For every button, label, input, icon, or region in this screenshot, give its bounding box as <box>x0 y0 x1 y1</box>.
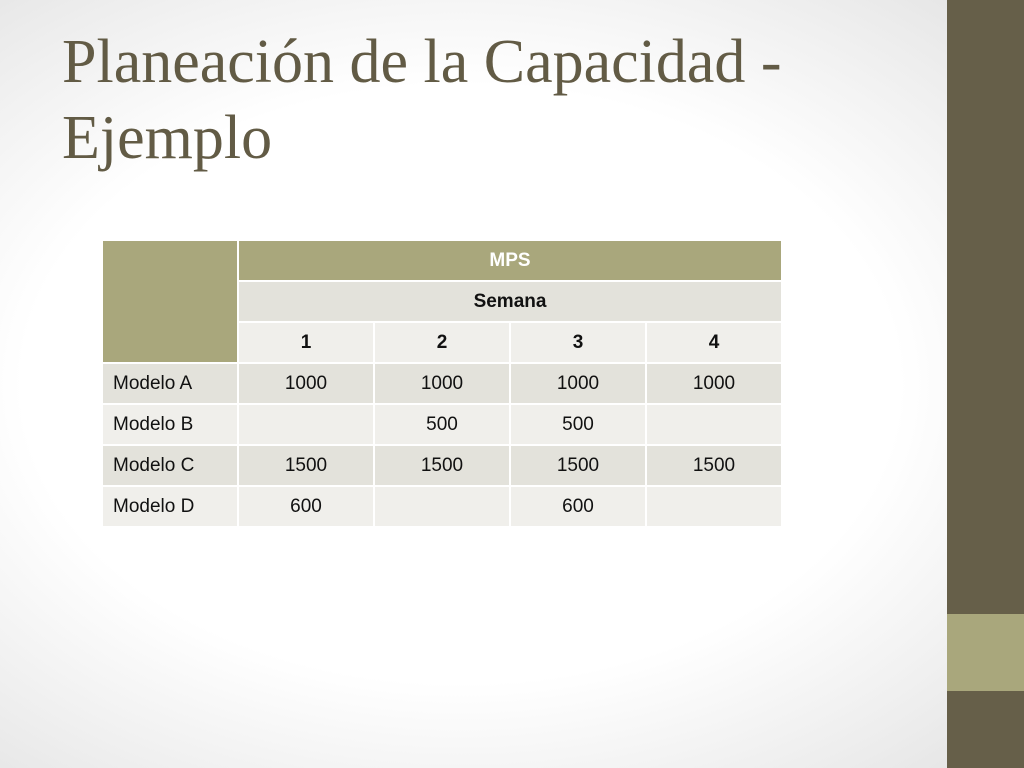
row-label: Modelo C <box>102 445 238 486</box>
table-row <box>102 404 782 445</box>
table-cell: 1500 <box>238 445 374 486</box>
week-number: 2 <box>374 322 510 363</box>
table-cell: 500 <box>510 404 646 445</box>
week-number: 3 <box>510 322 646 363</box>
decorative-side-bar-accent <box>947 614 1024 691</box>
mps-header: MPS <box>238 240 782 281</box>
table-cell: 1000 <box>238 363 374 404</box>
row-label: Modelo D <box>102 486 238 527</box>
table-corner-cell <box>102 240 238 363</box>
week-number: 4 <box>646 322 782 363</box>
table-cell <box>646 404 782 445</box>
table-row <box>102 486 782 527</box>
row-label: Modelo A <box>102 363 238 404</box>
week-number: 1 <box>238 322 374 363</box>
mps-table <box>101 239 783 528</box>
table-cell <box>646 486 782 527</box>
semana-header: Semana <box>238 281 782 322</box>
slide-title: Planeación de la Capacidad - Ejemplo <box>62 28 782 172</box>
table-cell: 1000 <box>510 363 646 404</box>
table-cell: 1500 <box>510 445 646 486</box>
table-cell: 500 <box>374 404 510 445</box>
decorative-side-bar <box>947 0 1024 768</box>
table-cell: 600 <box>238 486 374 527</box>
table-header-row <box>102 240 782 281</box>
row-label: Modelo B <box>102 404 238 445</box>
table-cell: 1500 <box>374 445 510 486</box>
table-row <box>102 445 782 486</box>
table-cell: 600 <box>510 486 646 527</box>
table-cell: 1000 <box>374 363 510 404</box>
table-cell <box>238 404 374 445</box>
table-row <box>102 363 782 404</box>
table-cell <box>374 486 510 527</box>
table-cell: 1000 <box>646 363 782 404</box>
table-cell: 1500 <box>646 445 782 486</box>
